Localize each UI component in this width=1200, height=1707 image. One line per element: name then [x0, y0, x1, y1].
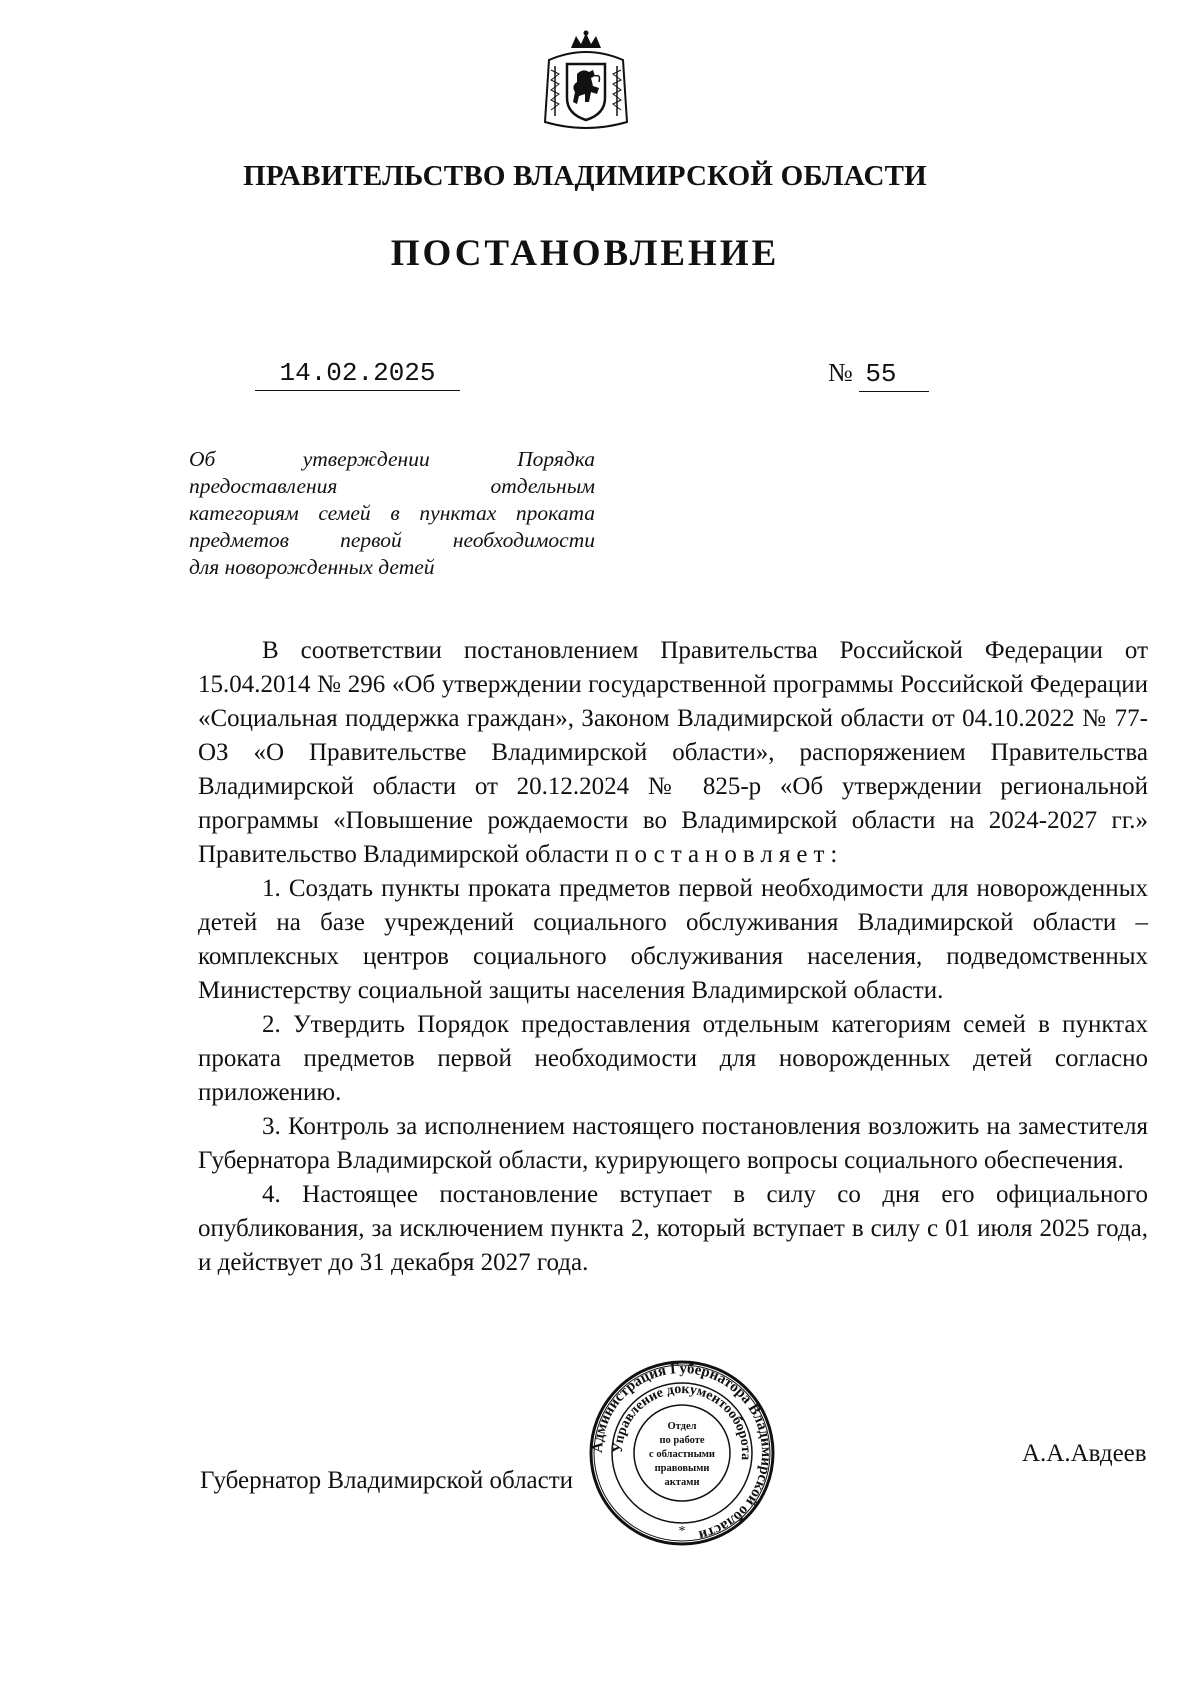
organization-title: ПРАВИТЕЛЬСТВО ВЛАДИМИРСКОЙ ОБЛАСТИ [243, 160, 927, 192]
item-paragraph: 4. Настоящее постановление вступает в силу со дня его официального опубликования, за исключением пункта 2, который вступает в силу с 01 июля 2025 года, и действует до 31 декабря 2027 года. [198, 1181, 1148, 1276]
document-subject [189, 446, 595, 581]
subject-line: Об утверждении Порядка [189, 447, 595, 471]
item-paragraph: 3. Контроль за исполнением настоящего постановления возложить на заместителя Губернатора Владимирской области, курирующего вопросы социального обеспечения. [198, 1113, 1148, 1174]
stamp-center-line: актами [664, 1477, 700, 1488]
resolves-text: постановляет: [615, 841, 844, 868]
official-stamp [588, 1359, 776, 1547]
document-date: 14.02.2025 [255, 358, 460, 391]
stamp-center-line: с областными [649, 1449, 715, 1460]
item-paragraph: 1. Создать пункты проката предметов первой необходимости для новорожденных детей на базе учреждений социального обслуживания Владимирской области – комплексных центров социального обслуживания населения, подведомственных Министерству социальной защиты населения Владимирской области. [198, 875, 1148, 1004]
document-number [828, 358, 929, 392]
coat-of-arms-icon [541, 30, 631, 135]
stamp-star-icon: * [678, 1524, 686, 1539]
signatory-name: А.А.Авдеев [1022, 1440, 1147, 1467]
number-sign: № [828, 358, 853, 387]
item-paragraph: 2. Утвердить Порядок предоставления отдельным категориям семей в пунктах проката предметов первой необходимости для новорожденных детей согласно приложению. [198, 1011, 1148, 1106]
stamp-center-line: Отдел [667, 1421, 697, 1432]
preamble-text: В соответствии постановлением Правительства Российской Федерации от 15.04.2014 № 296 «Об утверждении государственной программы Российской Федерации «Социальная поддержка граждан», Законом Владимирской области от 04.10.2022 № 77-ОЗ «О Правительстве Владимирской области», распоряжением Правительства Владимирской области от 20.12.2024 № 825-р «Об утверждении региональной программы «Повышение рождаемости во Владимирской области на 2024-2027 гг.» Правительство Владимирской области [198, 637, 1148, 868]
subject-line: предоставления отдельным [189, 474, 595, 498]
number-value: 55 [859, 359, 929, 392]
subject-line: категориям семей в пунктах проката [189, 501, 595, 525]
signatory-title: Губернатор Владимирской области [200, 1467, 574, 1494]
stamp-center-line: правовыми [654, 1463, 710, 1474]
stamp-center-line: по работе [659, 1435, 705, 1446]
subject-line: для новорожденных детей [189, 555, 435, 579]
document-type-title: ПОСТАНОВЛЕНИЕ [390, 233, 780, 274]
subject-line: предметов первой необходимости [189, 528, 595, 552]
document-body [198, 634, 1148, 1280]
stamp-outer-text: Администрация Губернатора Владимирской области [589, 1360, 775, 1544]
preamble-paragraph [198, 634, 1148, 872]
stamp-middle-text: Управление документооборота [610, 1381, 754, 1461]
